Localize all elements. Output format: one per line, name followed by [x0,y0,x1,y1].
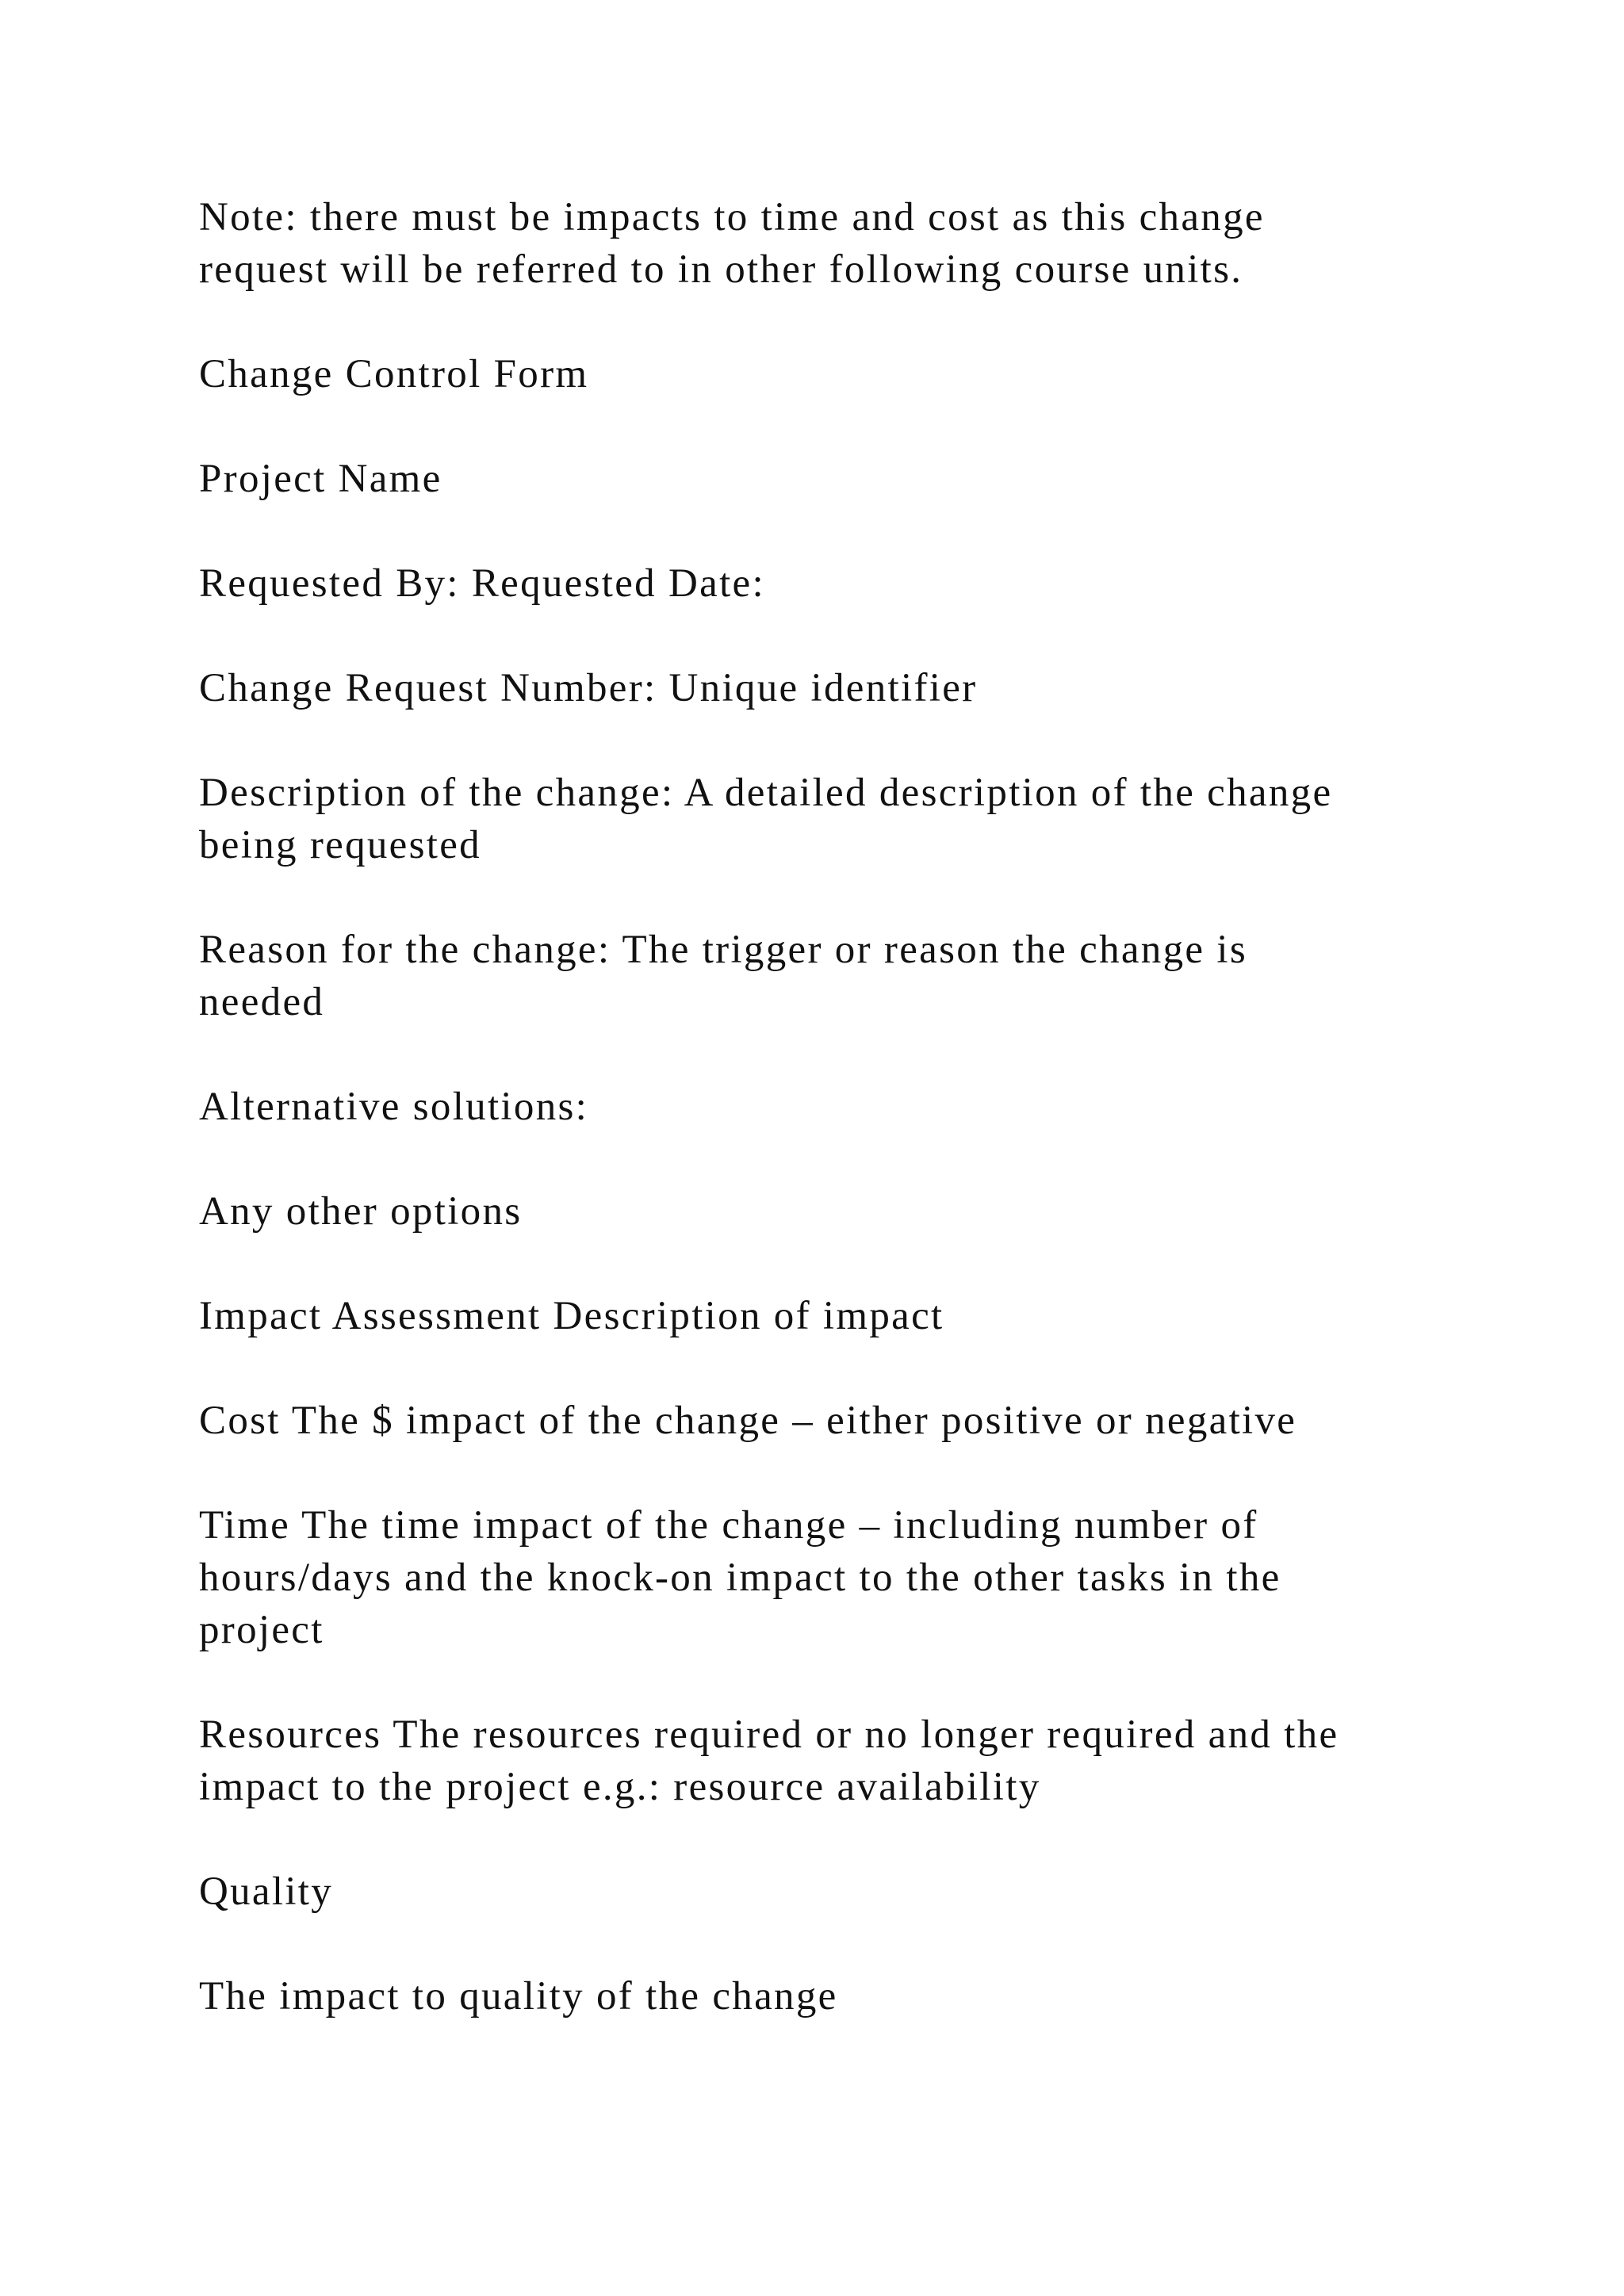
resources-impact-row [199,1709,1468,1813]
text-line: hours/days and the knock-on impact to the other tasks in the [199,1556,1281,1600]
text-line: being requested [199,823,481,867]
text-line: The impact to quality of the change [199,1974,838,2019]
alternative-solutions-heading [199,1081,1468,1133]
text-line: impact to the project e.g.: resource availability [199,1765,1041,1809]
project-name-field [199,453,1468,505]
text-line: Impact Assessment Description of impact [199,1294,944,1338]
requested-by-field [199,557,1468,610]
text-line: Requested By: Requested Date: [199,561,765,606]
text-line: Resources The resources required or no longer required and the [199,1712,1339,1757]
document-body [199,191,1468,2075]
reason-field [199,924,1468,1028]
text-line: Quality [199,1869,334,1914]
text-line: Change Control Form [199,352,589,396]
note-paragraph [199,191,1468,296]
other-options-text [199,1185,1468,1238]
text-line: Reason for the change: The trigger or reason the change is [199,928,1248,972]
text-line: needed [199,980,325,1024]
impact-assessment-heading [199,1290,1468,1342]
text-line: Project Name [199,457,442,501]
description-field [199,767,1468,871]
text-line: Alternative solutions: [199,1085,589,1129]
text-line: request will be referred to in other following course units. [199,247,1243,292]
text-line: project [199,1608,324,1652]
text-line: Time The time impact of the change – including number of [199,1503,1258,1548]
text-line: Cost The $ impact of the change – either positive or negative [199,1399,1297,1443]
text-line: Any other options [199,1189,523,1234]
time-impact-row [199,1499,1468,1656]
text-line: Change Request Number: Unique identifier [199,666,978,710]
form-title [199,348,1468,400]
text-line: Description of the change: A detailed description of the change [199,771,1333,815]
text-line: Note: there must be impacts to time and cost as this change [199,195,1265,239]
quality-heading [199,1866,1468,1918]
quality-impact-text [199,1970,1468,2022]
cost-impact-row [199,1395,1468,1447]
change-request-number-field [199,662,1468,714]
